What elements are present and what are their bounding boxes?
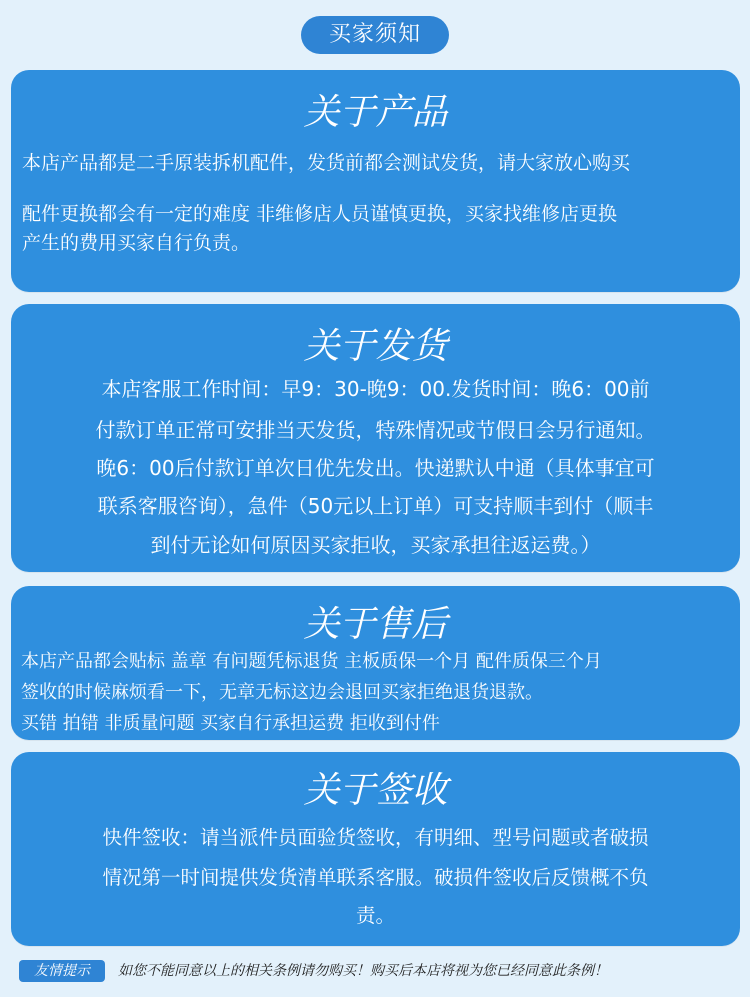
section-text-line: 联系客服咨询），急件（50元以上订单）可支持顺丰到付（顺丰 [97, 494, 654, 518]
section-text-line: 本店产品都是二手原装拆机配件，发货前都会测试发货，请大家放心购买 [22, 152, 631, 174]
section-text-line: 本店客服工作时间：早9：30-晚9：00.发货时间：晚6：00前 [101, 377, 650, 401]
section-text-line: 到付无论如何原因买家拒收，买家承担往返运费。） [150, 533, 601, 557]
section-text-line: 情况第一时间提供发货清单联系客服。破损件签收后反馈概不负 [102, 866, 649, 889]
section-text-line: 责。 [355, 904, 395, 927]
section-title: 关于发货 [303, 326, 448, 367]
section-card-shipping [11, 304, 740, 572]
section-text-line: 产生的费用买家自行负责。 [22, 232, 251, 254]
section-title: 关于签收 [303, 770, 448, 811]
section-title: 关于产品 [303, 92, 448, 133]
section-text-line: 快件签收：请当派件员面验货签收，有明细、型号问题或者破损 [102, 826, 649, 849]
section-text-line: 付款订单正常可安排当天发货，特殊情况或节假日会另行通知。 [95, 418, 656, 442]
section-text-line: 本店产品都会贴标 盖章 有问题凭标退货 主板质保一个月 配件质保三个月 [21, 651, 602, 672]
section-text-line: 签收的时候麻烦看一下，无章无标这边会退回买家拒绝退货退款。 [21, 682, 543, 703]
section-title: 关于售后 [303, 604, 448, 645]
notice-text: 如您不能同意以上的相关条例请勿购买！购买后本店将视为您已经同意此条例！ [118, 963, 608, 979]
section-card-after-sales [11, 586, 740, 740]
notice-badge: 友情提示 [19, 960, 105, 982]
section-text-line: 晚6：00后付款订单次日优先发出。快递默认中通（具体事宜可 [96, 456, 655, 480]
section-text-line: 配件更换都会有一定的难度 非维修店人员谨慎更换，买家找维修店更换 [22, 203, 618, 225]
section-card-receipt [11, 752, 740, 946]
section-text-line: 买错 拍错 非质量问题 买家自行承担运费 拒收到付件 [21, 713, 440, 734]
page-title: 买家须知 [301, 16, 449, 54]
section-card-product [11, 70, 740, 292]
